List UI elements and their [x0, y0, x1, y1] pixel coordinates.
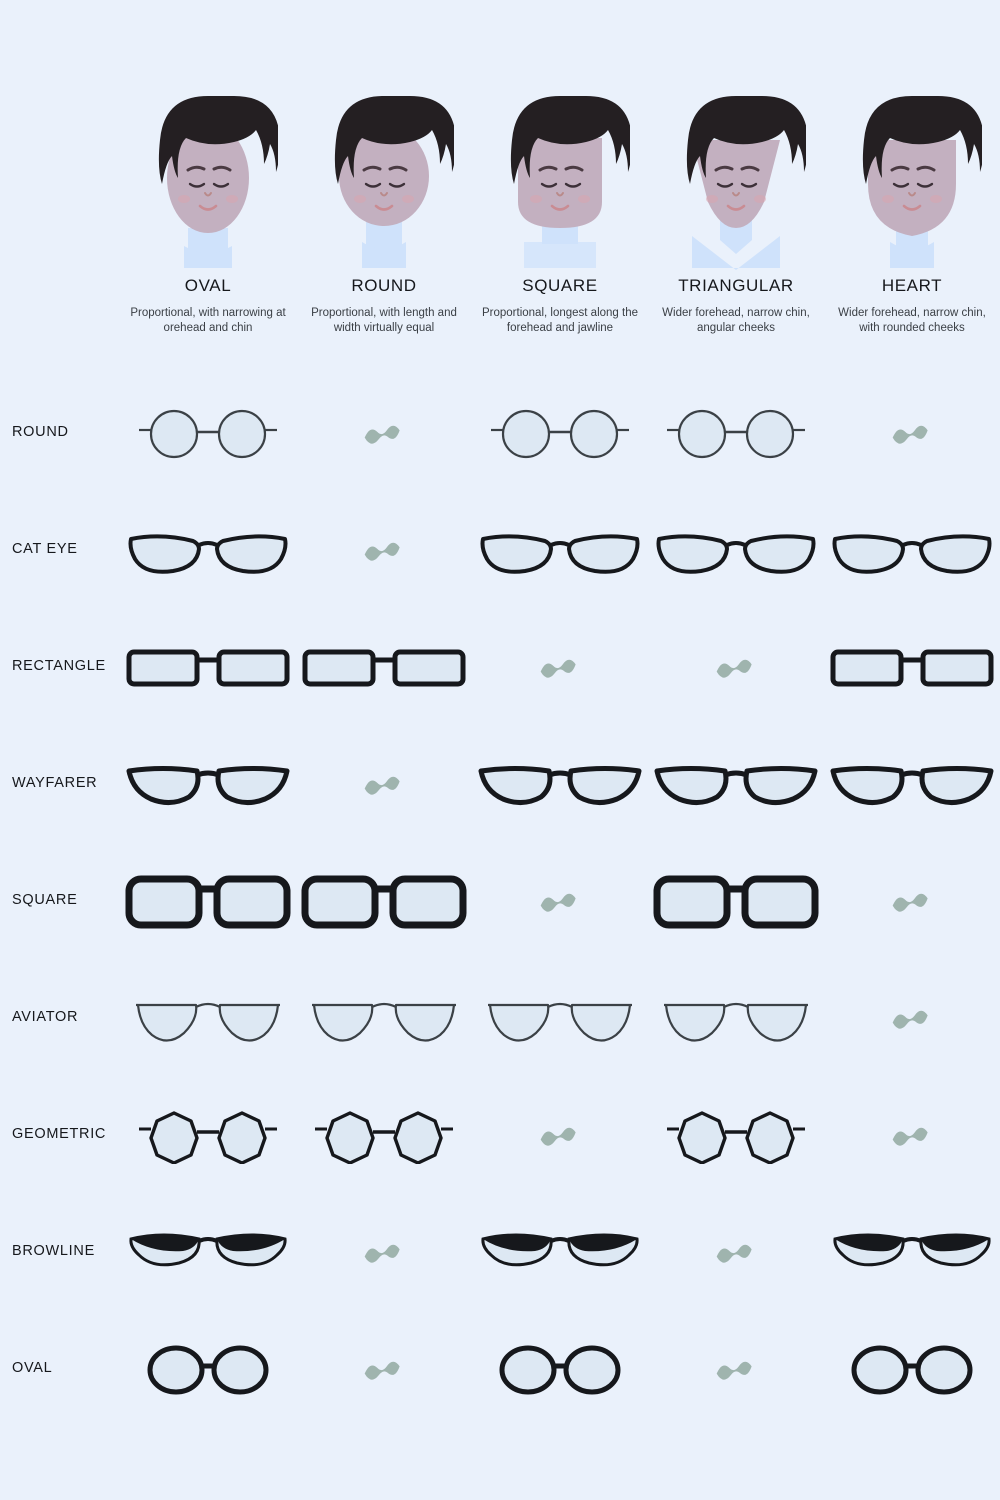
face-name-triangular: TRIANGULAR — [678, 276, 794, 295]
face-illustration-square — [490, 60, 630, 260]
face-illustration-triangular — [666, 60, 806, 260]
face-name-round: ROUND — [351, 276, 417, 295]
frame-geometric-triangular — [648, 1090, 824, 1182]
frame-wayfarer-triangular — [648, 739, 824, 831]
face-header-row — [120, 60, 1000, 336]
frame-oval-square — [472, 1324, 648, 1416]
not-recommended-browline-triangular — [648, 1207, 824, 1299]
frame-geometric-oval — [120, 1090, 296, 1182]
frame-square-oval — [120, 856, 296, 948]
frame-cat-eye-triangular — [648, 505, 824, 597]
not-recommended-browline-round — [296, 1207, 472, 1299]
frame-round-triangular — [648, 388, 824, 480]
row-label-oval: OVAL — [12, 1360, 53, 1376]
frame-square-triangular — [648, 856, 824, 948]
not-recommended-square-square — [472, 856, 648, 948]
frame-oval-oval — [120, 1324, 296, 1416]
row-label-browline: BROWLINE — [12, 1243, 95, 1259]
frame-cat-eye-square — [472, 505, 648, 597]
face-illustration-heart — [842, 60, 982, 260]
face-description-triangular: Wider forehead, narrow chin, angular cheeks — [662, 307, 810, 334]
row-label-geometric: GEOMETRIC — [12, 1126, 107, 1142]
face-illustration-oval — [138, 60, 278, 260]
frame-cat-eye-heart — [824, 505, 1000, 597]
frame-round-oval — [120, 388, 296, 480]
frame-geometric-round — [296, 1090, 472, 1182]
face-name-square: SQUARE — [522, 276, 598, 295]
face-column-heart — [824, 60, 1000, 336]
not-recommended-round-round — [296, 388, 472, 480]
not-recommended-geometric-square — [472, 1090, 648, 1182]
frame-aviator-triangular — [648, 973, 824, 1065]
frame-cat-eye-oval — [120, 505, 296, 597]
frame-browline-oval — [120, 1207, 296, 1299]
frame-aviator-oval — [120, 973, 296, 1065]
not-recommended-rectangle-square — [472, 622, 648, 714]
frame-browline-heart — [824, 1207, 1000, 1299]
frame-square-round — [296, 856, 472, 948]
not-recommended-geometric-heart — [824, 1090, 1000, 1182]
row-label-wayfarer: WAYFARER — [12, 775, 98, 791]
frame-rectangle-round — [296, 622, 472, 714]
not-recommended-round-heart — [824, 388, 1000, 480]
not-recommended-wayfarer-round — [296, 739, 472, 831]
face-column-triangular — [648, 60, 824, 336]
row-label-cat-eye: CAT EYE — [12, 541, 78, 557]
frame-wayfarer-square — [472, 739, 648, 831]
frame-rectangle-oval — [120, 622, 296, 714]
row-label-square: SQUARE — [12, 892, 78, 908]
frame-oval-heart — [824, 1324, 1000, 1416]
face-column-square — [472, 60, 648, 336]
not-recommended-oval-triangular — [648, 1324, 824, 1416]
not-recommended-rectangle-triangular — [648, 622, 824, 714]
frame-aviator-round — [296, 973, 472, 1065]
face-description-oval: Proportional, with narrowing at orehead and chin — [130, 307, 286, 334]
face-column-round — [296, 60, 472, 336]
frame-round-square — [472, 388, 648, 480]
not-recommended-square-heart — [824, 856, 1000, 948]
frame-aviator-square — [472, 973, 648, 1065]
not-recommended-aviator-heart — [824, 973, 1000, 1065]
frame-wayfarer-heart — [824, 739, 1000, 831]
row-label-round: ROUND — [12, 424, 69, 440]
face-name-heart: HEART — [881, 276, 943, 295]
row-label-rectangle: RECTANGLE — [12, 658, 106, 674]
face-name-oval: OVAL — [184, 276, 232, 295]
frame-wayfarer-oval — [120, 739, 296, 831]
face-column-oval — [120, 60, 296, 336]
not-recommended-oval-round — [296, 1324, 472, 1416]
not-recommended-cat-eye-round — [296, 505, 472, 597]
face-description-heart: Wider forehead, narrow chin, with rounded cheeks — [838, 307, 986, 334]
frame-rectangle-heart — [824, 622, 1000, 714]
frame-browline-square — [472, 1207, 648, 1299]
face-illustration-round — [314, 60, 454, 260]
face-description-round: Proportional, with length and width virtually equal — [311, 307, 457, 334]
face-description-square: Proportional, longest along the forehead and jawline — [482, 307, 638, 334]
row-label-aviator: AVIATOR — [12, 1009, 79, 1025]
